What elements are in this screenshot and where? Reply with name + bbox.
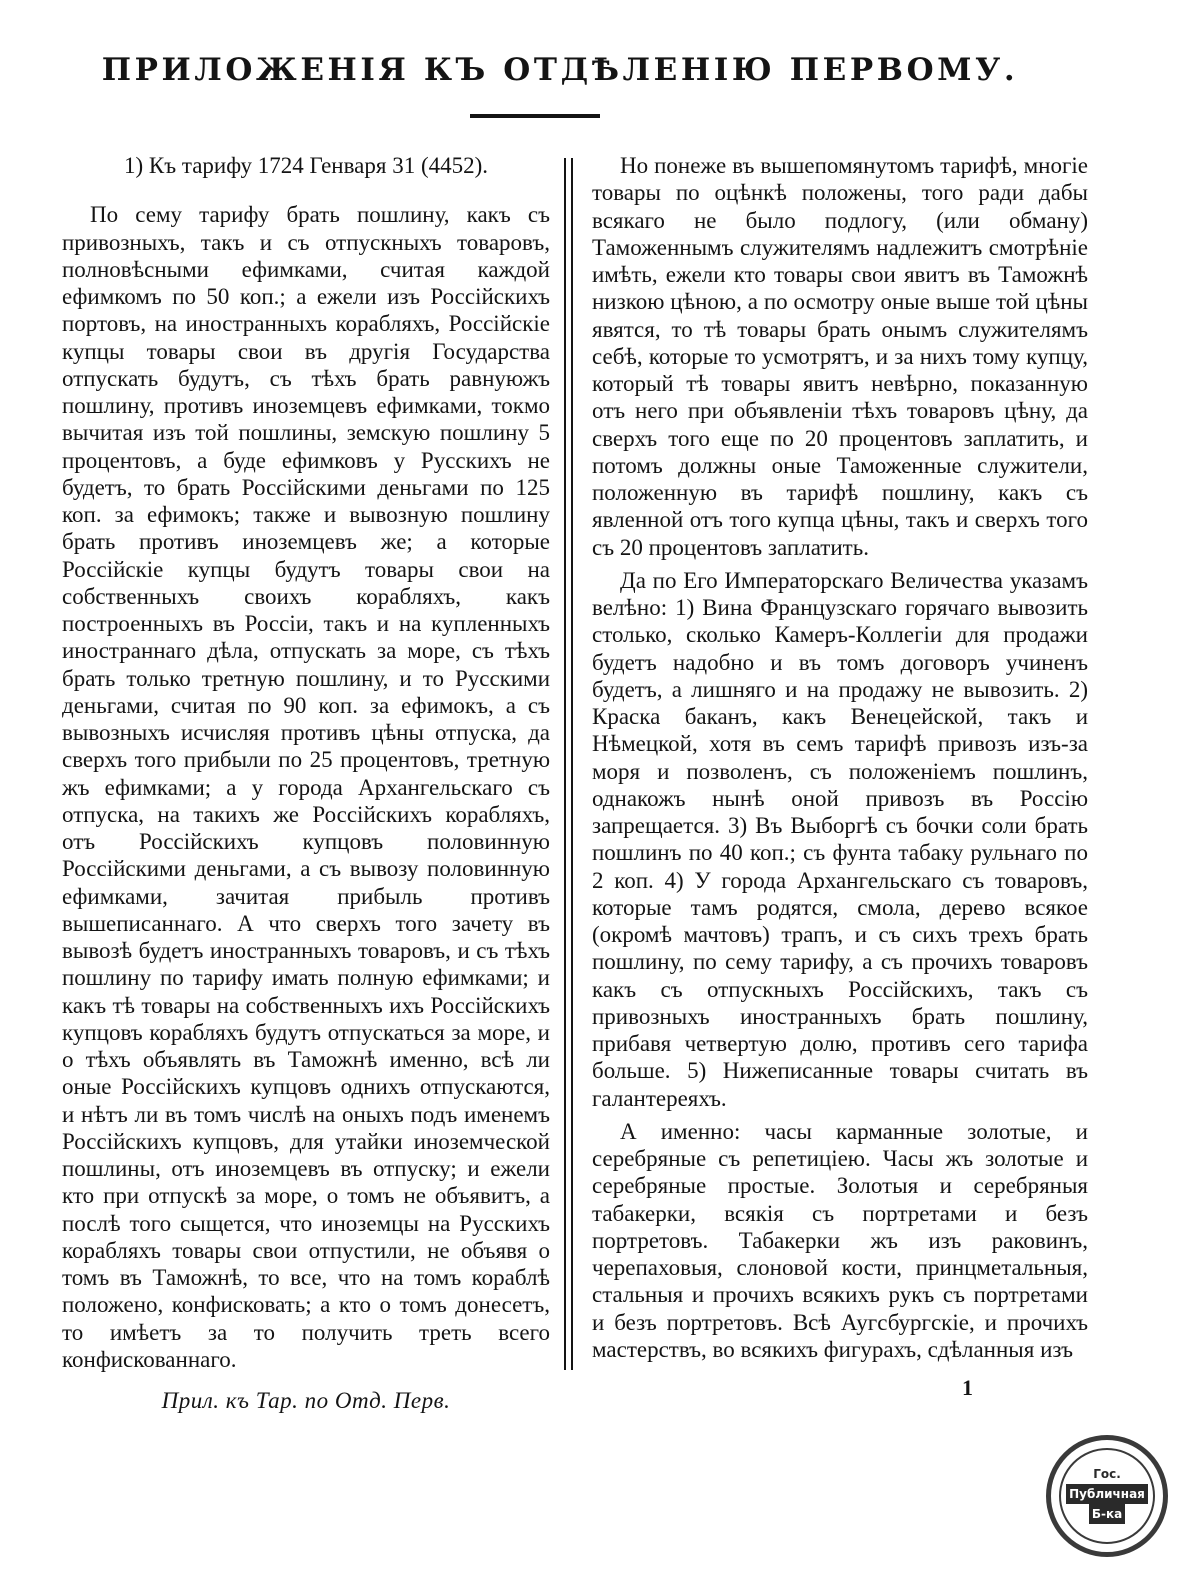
section-heading: 1) Къ тарифу 1724 Генваря 31 (4452).: [123, 153, 489, 178]
stamp-text: [1063, 1464, 1151, 1524]
stamp-line: Б-ка: [1089, 1504, 1125, 1524]
stamp-line: Публичная: [1066, 1484, 1148, 1504]
title-rule: [470, 114, 600, 118]
column-divider: [564, 158, 566, 1370]
right-paragraph: А именно: часы карманные золотые, и серебряные съ репетиціею. Часы жъ золотые и серебряные простые. Золотыя и серебряныя табакерки, всякія съ портретами и безъ портретовъ. Табакерки жъ изъ раковинъ, черепаховыя, слоновой кости, принцметальныя, стальныя и прочихъ всякихъ рукъ съ портретами и безъ портретовъ. Всѣ Аугсбургскіе, и прочихъ мастерствъ, во всякихъ фигурахъ, сдѣланныя изъ: [592, 1118, 1088, 1362]
library-stamp: [1046, 1435, 1168, 1557]
footer-note: Прил. къ Тар. по Отд. Перв.: [161, 1388, 451, 1413]
page-number: 1: [962, 1375, 973, 1400]
left-paragraph: По сему тарифу брать пошлину, какъ съ привозныхъ, такъ и съ отпускныхъ товаровъ, полновѣсными ефимками, считая каждой ефимкомъ по 50 коп.; а ежели изъ Россійскихъ портовъ, на иностранныхъ корабляхъ, Россійскіе купцы товары свои въ другія Государства отпускать будутъ, съ тѣхъ брать равнуюжъ пошлину, противъ иноземцевъ ефимками, токмо вычитая изъ той пошлины, земскую пошлину 5 процентовъ, а буде ефимковъ у Русскихъ не будетъ, то брать Россійскими деньгами по 125 коп. за ефимокъ; также и вывозную пошлину брать противъ иноземцевъ же; а которые Россійскіе купцы будутъ товары свои на собственныхъ своихъ корабляхъ, какъ построенныхъ въ Россіи, такъ и на купленныхъ иностраннаго дѣла, отпускать за море, съ тѣхъ брать только третную пошлину, и то Русскими деньгами, считая по 90 коп. за ефимокъ, а съ вывозныхъ исчисляя противъ цѣны отпуска, да сверхъ того прибыли по 25 процентовъ, третную жъ ефимками; а у города Архангельскаго съ отпуска, на такихъ же Россійскихъ корабляхъ, отъ Россійскихъ купцовъ половинную Россійскими деньгами, а съ вывозу половинную ефимками, зачитая прибыль противъ вышеписаннаго. А что сверхъ того зачету въ вывозѣ будетъ иностранныхъ товаровъ, и съ тѣхъ пошлину по тарифу имать полную ефимками; и какъ тѣ товары на собственныхъ ихъ Россійскихъ купцовъ корабляхъ будутъ отпускаться за море, и о тѣхъ объявлять въ Таможнѣ именно, всѣ ли оные Россійскихъ купцовъ однихъ отпускаются, и нѣтъ ли въ томъ числѣ на оныхъ подъ именемъ Россійскихъ купцовъ, для утайки иноземческой пошлины, отъ иноземцевъ въ отпуску; и ежели кто при отпускѣ за море, о томъ не объявитъ, а послѣ того сыщется, что иноземцы на Русскихъ корабляхъ товары свои отпустили, не объявя о томъ въ Таможнѣ, то все, что на томъ кораблѣ положено, конфисковать; а кто о томъ донесетъ, то имѣетъ за то получить треть всего конфискованнаго.: [62, 202, 550, 1372]
left-column: [62, 152, 550, 1414]
right-paragraph: Да по Его Императорскаго Величества указамъ велѣно: 1) Вина Французскаго горячаго вывозить столько, сколько Камеръ-Коллегіи для продажи будетъ надобно и въ томъ договоръ учиненъ будетъ, а лишняго и на продажу не вывозить. 2) Краска баканъ, какъ Венецейской, такъ и Нѣмецкой, хотя въ семъ тарифѣ привозъ изъ-за моря и позволенъ, съ положеніемъ пошлинъ, однакожъ нынѣ оной привозъ въ Россію запрещается. 3) Въ Выборгѣ съ бочки соли брать пошлинъ по 40 коп.; съ фунта табаку рульнаго по 2 коп. 4) У города Архангельскаго съ товаровъ, которые тамъ родятся, смола, дерево всякое (окромѣ мачтовъ) трапъ, и съ сихъ трехъ брать пошлину, по сему тарифу, а съ прочихъ товаровъ какъ съ отпускныхъ Россійскихъ, такъ съ привозныхъ иностранныхъ брать пошлину, прибавя четвертую долю, противъ сего тарифа больше. 5) Нижеписанные товары считать въ галантереяхъ.: [592, 567, 1088, 1111]
column-divider: [571, 158, 573, 1370]
right-column: [592, 152, 1088, 1363]
stamp-line: Гос.: [1093, 1467, 1121, 1481]
right-paragraph: Но понеже въ вышепомянутомъ тарифѣ, многіе товары по оцѣнкѣ положены, того ради дабы всякаго не было подлогу, (или обману) Таможеннымъ служителямъ надлежитъ смотрѣніе имѣть, ежели кто товары свои явитъ въ Таможнѣ низкою цѣною, а по осмотру оные выше той цѣны явятся, то тѣ товары брать онымъ служителямъ себѣ, которые то усмотрятъ, и за нихъ тому купцу, который тѣ товары явитъ невѣрно, показанную отъ него при объявленіи тѣхъ товаровъ цѣну, да сверхъ того еще по 20 процентовъ заплатить, и потомъ должны оные Таможенные служители, положенную въ тарифѣ пошлину, какъ съ явленной отъ того купца цѣны, такъ и сверхъ того съ 20 процентовъ заплатить.: [592, 153, 1088, 560]
page-title: ПРИЛОЖЕНІЯ КЪ ОТДѢЛЕНІЮ ПЕРВОМУ.: [101, 52, 1019, 88]
